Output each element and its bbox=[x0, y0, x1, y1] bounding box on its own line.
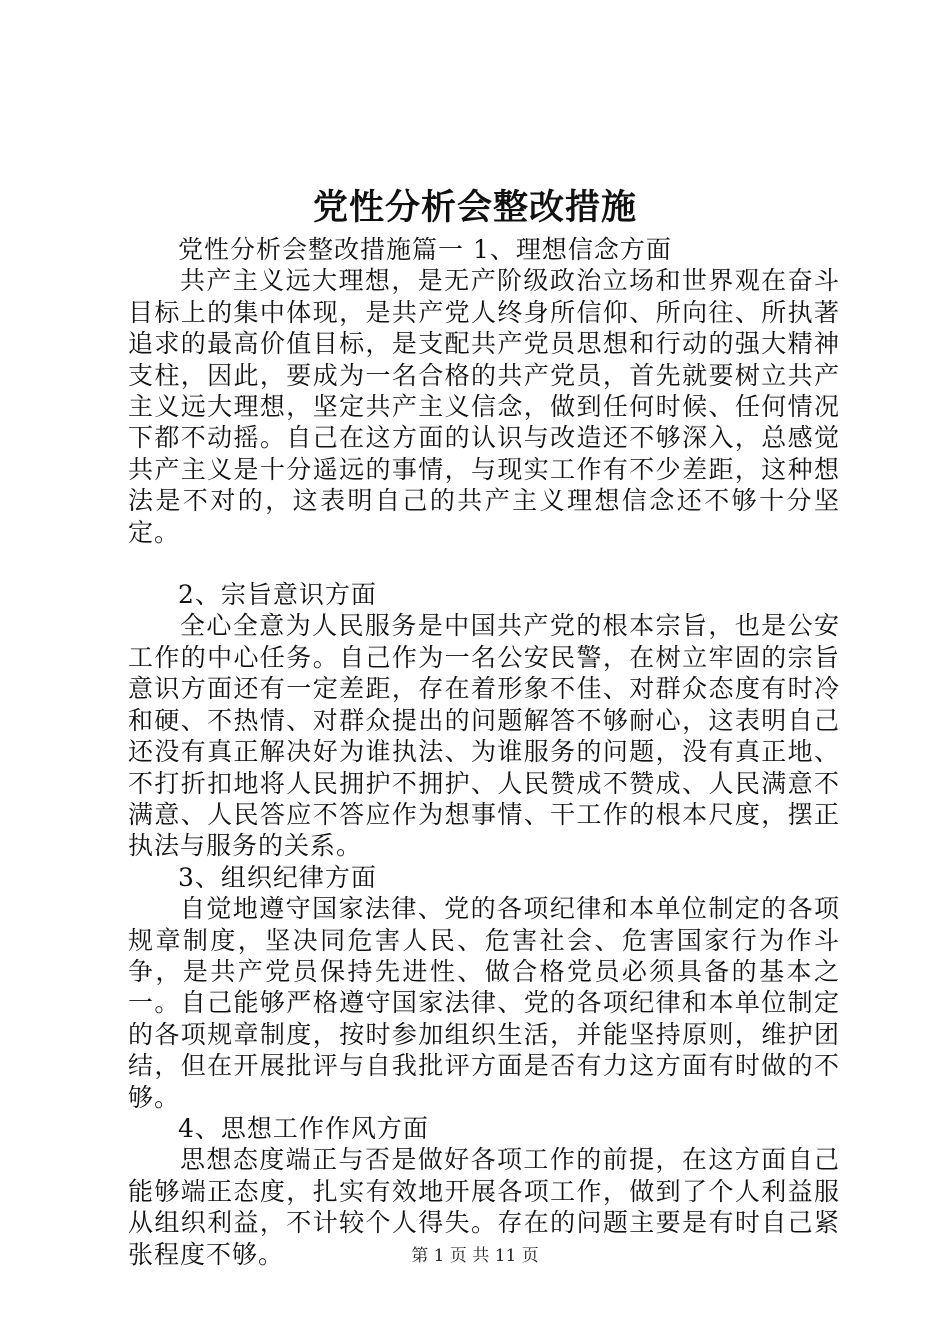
section-heading-discipline: 3、组织纪律方面 bbox=[178, 862, 377, 892]
document-title: 党性分析会整改措施 bbox=[312, 187, 637, 228]
paragraph-purpose: 全心全意为人民服务是中国共产党的根本宗旨，也是公安工作的中心任务。自己作为一名公安民警，在树立牢固的宗旨意识方面还有一定差距，存在着形象不佳、对群众态度有时冷和硬、不热情、对群众提出的问题解答不够耐心，这表明自己还没有真正解决好为谁执法、为谁服务的问题，没有真正地、不打折扣地将人民拥护不拥护、人民赞成不赞成、人民满意不满意、人民答应不答应作为想事情、干工作的根本尺度，摆正执法与服务的关系。 bbox=[128, 611, 840, 861]
paragraph-gap bbox=[128, 548, 840, 579]
section-heading-work-style: 4、思想工作作风方面 bbox=[178, 1113, 429, 1143]
page-number-footer: 第 1 页 共 11 页 bbox=[411, 1246, 539, 1266]
paragraph-work-style: 思想态度端正与否是做好各项工作的前提，在这方面自己能够端正态度，扎实有效地开展各项工作，做到了个人利益服从组织利益，不计较个人得失。存在的问题主要是有时自己紧张程度不够。 bbox=[128, 1145, 840, 1269]
intro-heading: 党性分析会整改措施篇一 1、理想信念方面 bbox=[178, 235, 672, 264]
section-heading-purpose: 2、宗旨意识方面 bbox=[178, 580, 377, 610]
paragraph-discipline: 自觉地遵守国家法律、党的各项纪律和本单位制定的各项规章制度，坚决同危害人民、危害社会、危害国家行为作斗争，是共产党员保持先进性、做合格党员必须具备的基本之一。自己能够严格遵守国家法律、党的各项纪律和本单位制定的各项规章制度，按时参加组织生活，并能坚持原则，维护团结，但在开展批评与自我批评方面是否有力这方面有时做的不够。 bbox=[128, 894, 840, 1112]
document-body bbox=[128, 234, 840, 1270]
paragraph-ideals: 共产主义远大理想，是无产阶级政治立场和世界观在奋斗目标上的集中体现，是共产党人终身所信仰、所向往、所执著追求的最高价值目标，是支配共产党员思想和行动的强大精神支柱，因此，要成为一名合格的共产党员，首先就要树立共产主义远大理想，坚定共产主义信念，做到任何时候、任何情况下都不动摇。自己在这方面的认识与改造还不够深入，总感觉共产主义是十分遥远的事情，与现实工作有不少差距，这种想法是不对的，这表明自己的共产主义理想信念还不够十分坚定。 bbox=[128, 266, 840, 547]
